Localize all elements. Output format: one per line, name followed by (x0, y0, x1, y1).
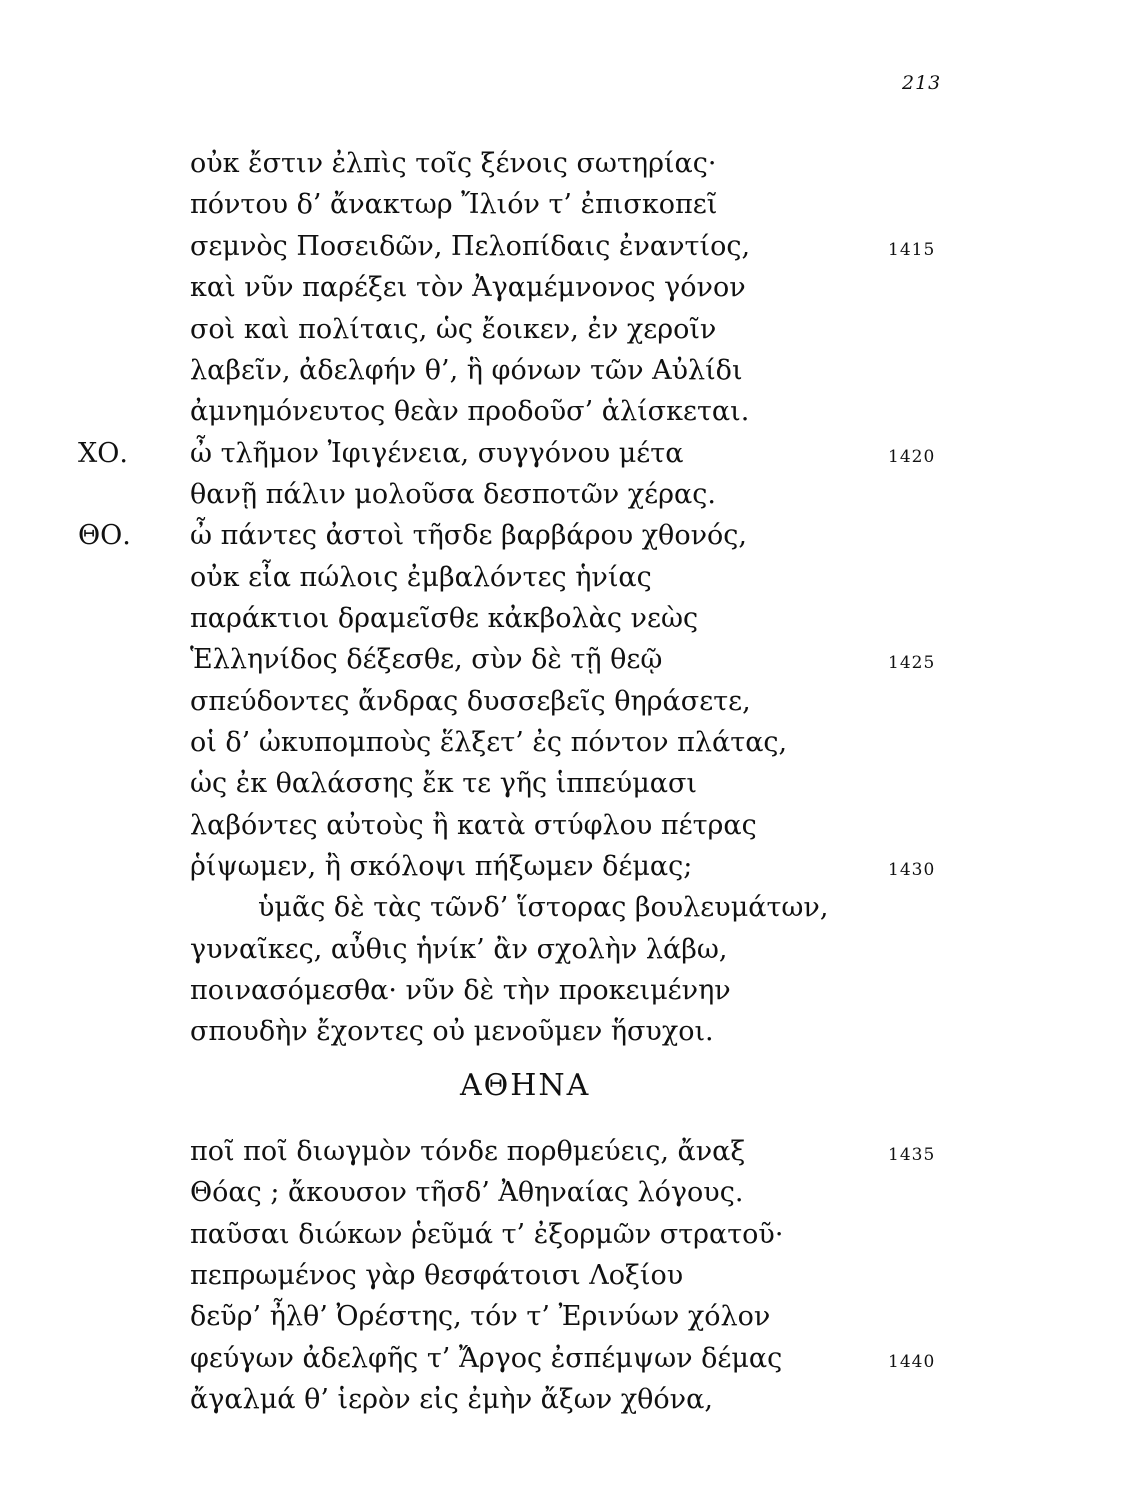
verse-line: καὶ νῦν παρέξει τὸν Ἀγαμέμνονος γόνον (190, 272, 746, 303)
verse-line: πεπρωμένος γὰρ θεσφάτοισι Λοξίου (190, 1260, 684, 1291)
line-number: 1420 (888, 447, 936, 467)
verse-line: φεύγων ἀδελφῆς τ’ Ἄργος ἐσπέμψων δέμας (190, 1343, 783, 1374)
verse-line: ὡς ἐκ θαλάσσης ἔκ τε γῆς ἱππεύμασι (190, 768, 697, 799)
line-number: 1440 (888, 1352, 936, 1372)
speaker-label-thoas: ΘΟ. (78, 520, 131, 551)
line-number: 1430 (888, 860, 936, 880)
verse-line: πόντου δ’ ἄνακτωρ Ἴλιόν τ’ ἐπισκοπεῖ (190, 189, 718, 220)
verse-line: θανῇ πάλιν μολοῦσα δεσποτῶν χέρας. (190, 479, 716, 510)
verse-line: ἀμνημόνευτος θεὰν προδοῦσ’ ἁλίσκεται. (190, 396, 750, 427)
verse-line: σεμνὸς Ποσειδῶν, Πελοπίδαις ἐναντίος, (190, 231, 751, 262)
verse-line: ὑμᾶς δὲ τὰς τῶνδ’ ἵστορας βουλευμάτων, (258, 892, 829, 923)
verse-line: δεῦρ’ ἦλθ’ Ὀρέστης, τόν τ’ Ἐρινύων χόλον (190, 1301, 771, 1332)
verse-line: παράκτιοι δραμεῖσθε κἀκβολὰς νεὼς (190, 603, 699, 634)
verse-line: παῦσαι διώκων ῥεῦμά τ’ ἐξορμῶν στρατοῦ· (190, 1219, 784, 1250)
line-number: 1425 (888, 653, 936, 673)
verse-line: λαβόντες αὐτοὺς ἢ κατὰ στύφλου πέτρας (190, 810, 757, 841)
verse-line: ποῖ ποῖ διωγμὸν τόνδε πορθμεύεις, ἄναξ (190, 1136, 746, 1167)
verse-line: ὦ τλῆμον Ἰφιγένεια, συγγόνου μέτα (190, 438, 684, 469)
verse-line: σπουδὴν ἔχοντες οὐ μενοῦμεν ἥσυχοι. (190, 1016, 714, 1047)
verse-line: γυναῖκες, αὖθις ἡνίκ’ ἂν σχολὴν λάβω, (190, 934, 728, 965)
verse-line: σοὶ καὶ πολίταις, ὡς ἔοικεν, ἐν χεροῖν (190, 314, 717, 345)
verse-line: λαβεῖν, ἀδελφήν θ’, ἣ φόνων τῶν Αὐλίδι (190, 355, 743, 386)
verse-line: ποινασόμεσθα· νῦν δὲ τὴν προκειμένην (190, 975, 731, 1006)
verse-line: οἱ δ’ ὠκυπομποὺς ἕλξετ’ ἐς πόντον πλάτας, (190, 727, 788, 758)
verse-line: οὐκ εἶα πώλοις ἐμβαλόντες ἡνίας (190, 562, 652, 593)
verse-line: Θόας ; ἄκουσον τῆσδ’ Ἀθηναίας λόγους. (190, 1177, 744, 1208)
verse-line: ῥίψωμεν, ἢ σκόλοψι πήξωμεν δέμας; (190, 851, 693, 882)
line-number: 1435 (888, 1145, 936, 1165)
speaker-heading-athena: ΑΘΗΝΑ (460, 1068, 591, 1103)
line-number: 1415 (888, 240, 936, 260)
verse-line: Ἑλληνίδος δέξεσθε, σὺν δὲ τῇ θεῷ (190, 644, 663, 675)
speaker-label-chorus: ΧΟ. (78, 438, 128, 469)
page-number: 213 (902, 72, 942, 94)
verse-line: οὐκ ἔστιν ἐλπὶς τοῖς ξένοις σωτηρίας· (190, 148, 717, 179)
verse-line: ἄγαλμά θ’ ἱερὸν εἰς ἐμὴν ἄξων χθόνα, (190, 1384, 713, 1415)
verse-line: σπεύδοντες ἄνδρας δυσσεβεῖς θηράσετε, (190, 686, 751, 717)
verse-line: ὦ πάντες ἀστοὶ τῆσδε βαρβάρου χθονός, (190, 520, 747, 551)
